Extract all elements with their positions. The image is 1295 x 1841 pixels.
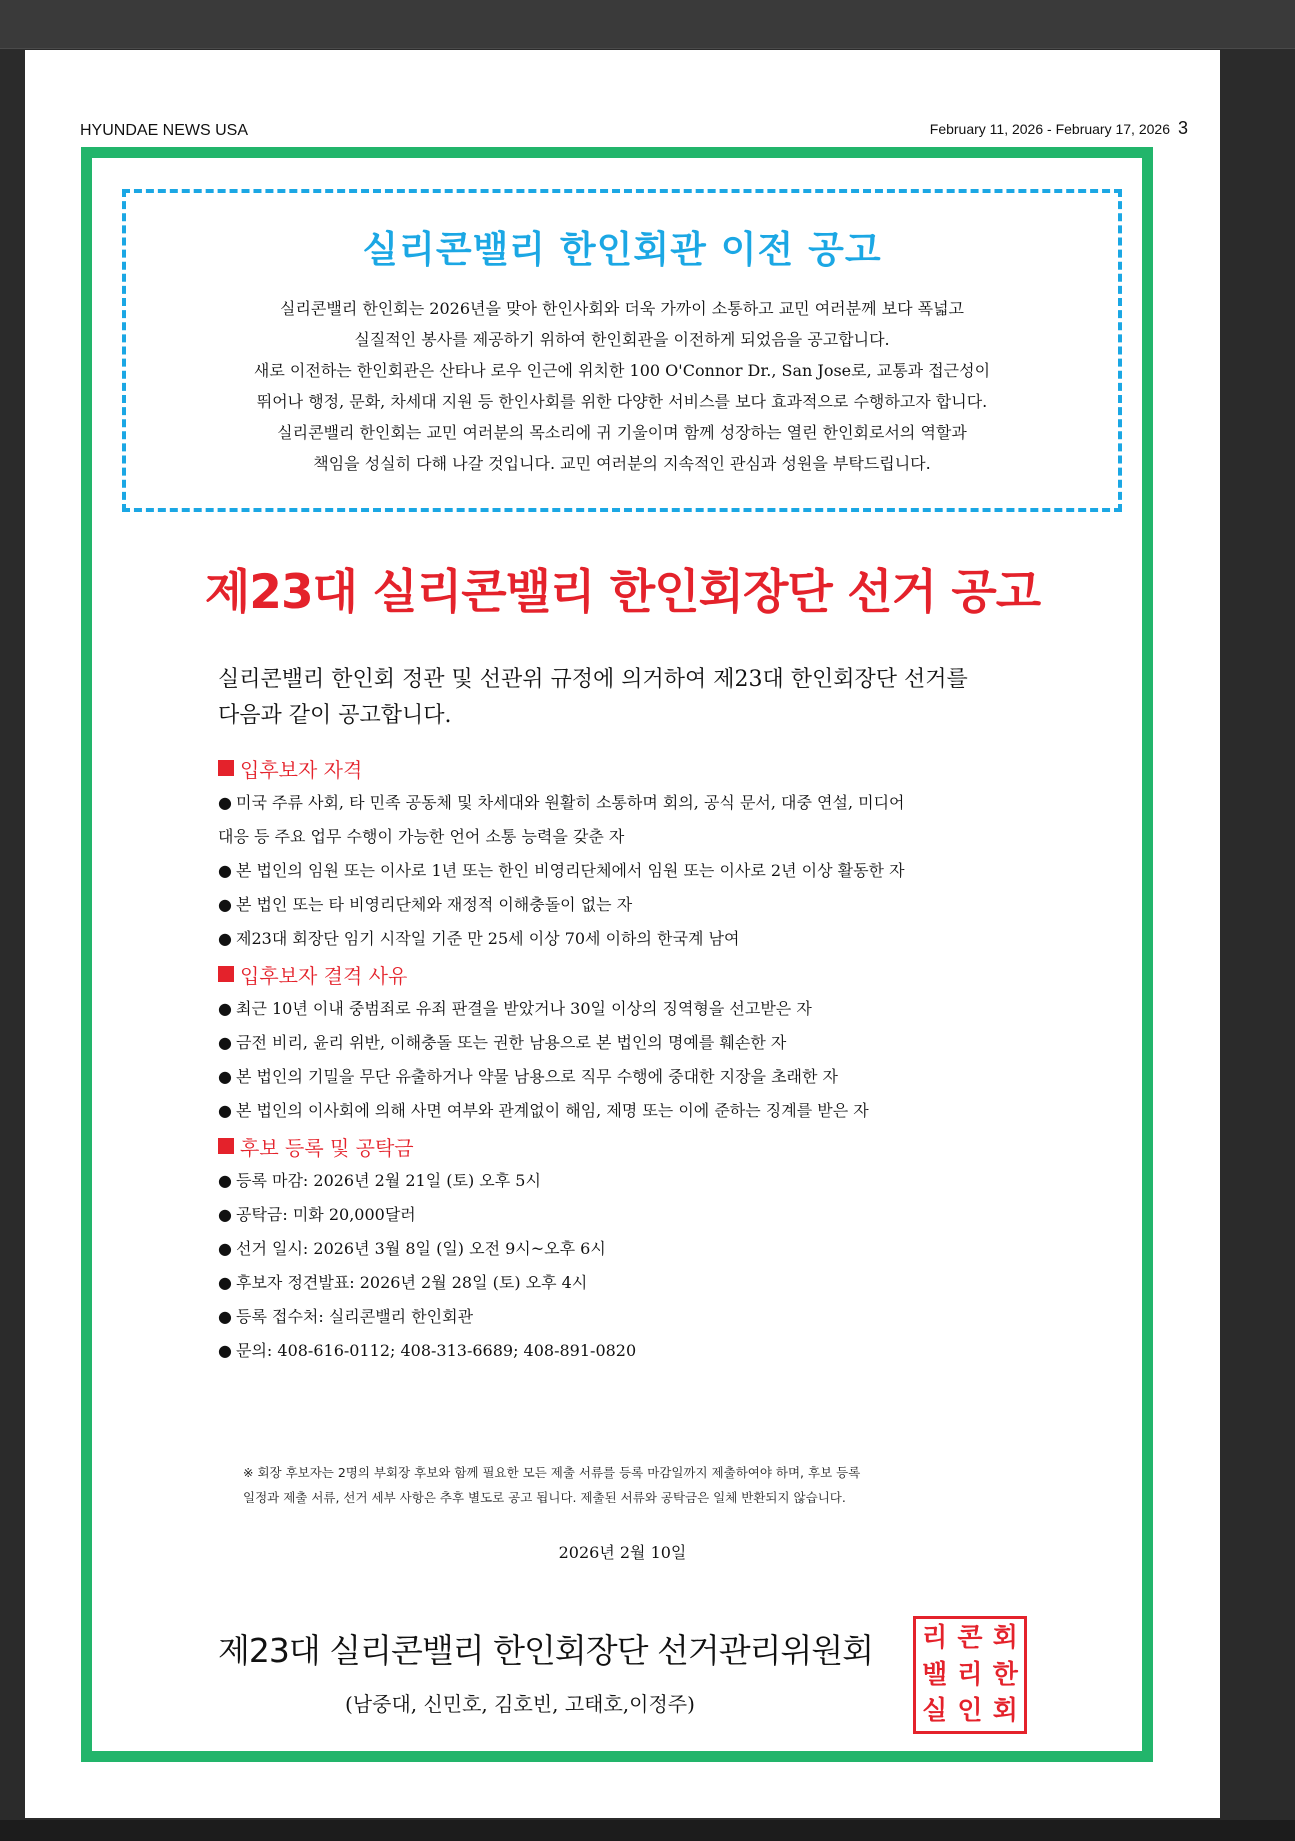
committee-members: (남중대, 신민호, 김호빈, 고태호,이정주) xyxy=(345,1692,695,1716)
bullet-icon: ● xyxy=(218,929,232,948)
footnote-line: 일정과 제출 서류, 선거 세부 사항은 추후 별도로 공고 됩니다. 제출된 서류와 공탁금은 일체 반환되지 않습니다. xyxy=(243,1490,846,1505)
list-item xyxy=(218,1334,1048,1368)
list-item-text: 등록 마감: 2026년 2월 21일 (토) 오후 5시 xyxy=(236,1171,541,1190)
bullet-icon: ● xyxy=(218,1273,232,1292)
section-heading xyxy=(218,750,1048,786)
list-item-text: 등록 접수처: 실리콘밸리 한인회관 xyxy=(236,1307,474,1326)
list-item xyxy=(218,1094,1048,1128)
intro-line: 다음과 같이 공고합니다. xyxy=(218,703,452,728)
list-item xyxy=(218,888,1048,922)
relocation-line: 뛰어나 행정, 문화, 차세대 지원 등 한인사회를 위한 다양한 서비스를 보다 효과적으로 수행하고자 합니다. xyxy=(256,392,988,411)
bullet-icon: ● xyxy=(218,1101,232,1120)
list-item-text: 본 법인의 임원 또는 이사로 1년 또는 한인 비영리단체에서 임원 또는 이사로 2년 이상 활동한 자 xyxy=(236,861,905,880)
list-item xyxy=(218,854,1048,888)
list-item-text: 공탁금: 미화 20,000달러 xyxy=(236,1205,416,1224)
seal-character: 리 xyxy=(957,1659,983,1690)
relocation-line: 실리콘밸리 한인회는 교민 여러분의 목소리에 귀 기울이며 함께 성장하는 열린 한인회로서의 역할과 xyxy=(277,423,967,442)
list-item xyxy=(218,1198,1048,1232)
seal-character: 회 xyxy=(992,1696,1018,1727)
red-square-icon xyxy=(218,966,234,982)
election-title: 제23대 실리콘밸리 한인회장단 선거 공고 xyxy=(204,565,1041,620)
bullet-icon: ● xyxy=(218,1341,232,1360)
seal-character: 인 xyxy=(957,1696,983,1727)
list-item-text: 문의: 408-616-0112; 408-313-6689; 408-891-0820 xyxy=(236,1341,637,1360)
bullet-icon: ● xyxy=(218,1033,232,1052)
list-item-text: 본 법인의 이사회에 의해 사면 여부와 관계없이 해임, 제명 또는 이에 준하는 징계를 받은 자 xyxy=(236,1101,869,1120)
relocation-body xyxy=(156,293,1088,479)
list-item-text: 금전 비리, 윤리 위반, 이해충돌 또는 권한 남용으로 본 법인의 명예를 훼손한 자 xyxy=(236,1033,787,1052)
list-item-text: 선거 일시: 2026년 3월 8일 (일) 오전 9시~오후 6시 xyxy=(236,1239,606,1258)
seal-character: 밸 xyxy=(922,1659,948,1690)
seal-character: 실 xyxy=(922,1696,948,1727)
intro-line: 실리콘밸리 한인회 정관 및 선관위 규정에 의거하여 제23대 한인회장단 선거를 xyxy=(218,667,968,692)
official-seal-stamp xyxy=(913,1616,1027,1734)
election-sections xyxy=(218,750,1048,1368)
election-intro xyxy=(218,662,1038,734)
relocation-line: 실질적인 봉사를 제공하기 위하여 한인회관을 이전하게 되었음을 공고합니다. xyxy=(354,330,890,349)
bullet-icon: ● xyxy=(218,793,232,812)
bullet-icon: ● xyxy=(218,1307,232,1326)
notice-date: 2026년 2월 10일 xyxy=(558,1543,687,1562)
viewer-toolbar xyxy=(0,0,1295,49)
relocation-title: 실리콘밸리 한인회관 이전 공고 xyxy=(362,228,882,271)
section-heading-text: 입후보자 자격 xyxy=(240,757,363,782)
list-item-text: 대응 등 주요 업무 수행이 가능한 언어 소통 능력을 갖춘 자 xyxy=(218,827,625,846)
list-item xyxy=(218,1060,1048,1094)
list-item xyxy=(218,1232,1048,1266)
footnote xyxy=(243,1460,1003,1510)
list-item xyxy=(218,786,1048,820)
viewer-statusbar xyxy=(0,1820,1295,1841)
section-heading xyxy=(218,956,1048,992)
issue-dates: February 11, 2026 - February 17, 2026 xyxy=(929,121,1170,137)
bullet-icon: ● xyxy=(218,1171,232,1190)
seal-character: 회 xyxy=(992,1623,1018,1653)
list-item-text: 후보자 정견발표: 2026년 2월 28일 (토) 오후 4시 xyxy=(236,1273,588,1292)
committee-name: 제23대 실리콘밸리 한인회장단 선거관리위원회 xyxy=(218,1631,874,1670)
list-item-text: 본 법인의 기밀을 무단 유출하거나 약물 남용으로 직무 수행에 중대한 지장을 초래한 자 xyxy=(236,1067,838,1086)
publication-name: HYUNDAE NEWS USA xyxy=(80,122,249,139)
relocation-line: 실리콘밸리 한인회는 2026년을 맞아 한인사회와 더욱 가까이 소통하고 교민 여러분께 보다 폭넓고 xyxy=(280,299,964,318)
relocation-line: 새로 이전하는 한인회관은 산타나 로우 인근에 위치한 100 O'Connor Dr., San Jose로, 교통과 접근성이 xyxy=(253,361,991,380)
list-item xyxy=(218,1026,1048,1060)
newspaper-page xyxy=(25,50,1220,1818)
page-number: 3 xyxy=(1177,118,1188,138)
list-item-text: 미국 주류 사회, 타 민족 공동체 및 차세대와 원활히 소통하며 회의, 공식 문서, 대중 연설, 미디어 xyxy=(236,793,905,812)
bullet-icon: ● xyxy=(218,999,232,1018)
section-heading-text: 입후보자 결격 사유 xyxy=(240,963,408,988)
bullet-icon: ● xyxy=(218,1205,232,1224)
bullet-icon: ● xyxy=(218,861,232,880)
list-item-text: 최근 10년 이내 중범죄로 유죄 판결을 받았거나 30일 이상의 징역형을 선고받은 자 xyxy=(236,999,812,1018)
seal-character: 한 xyxy=(992,1659,1018,1690)
list-item xyxy=(218,820,1048,854)
bullet-icon: ● xyxy=(218,1067,232,1086)
list-item xyxy=(218,922,1048,956)
relocation-line: 책임을 성실히 다해 나갈 것입니다. 교민 여러분의 지속적인 관심과 성원을 부탁드립니다. xyxy=(313,454,931,473)
list-item-text: 본 법인 또는 타 비영리단체와 재정적 이해충돌이 없는 자 xyxy=(236,895,633,914)
bullet-icon: ● xyxy=(218,895,232,914)
bullet-icon: ● xyxy=(218,1239,232,1258)
list-item xyxy=(218,1300,1048,1334)
red-square-icon xyxy=(218,760,234,776)
list-item xyxy=(218,992,1048,1026)
list-item xyxy=(218,1164,1048,1198)
section-heading-text: 후보 등록 및 공탁금 xyxy=(240,1135,414,1160)
relocation-notice xyxy=(122,189,1122,512)
red-square-icon xyxy=(218,1138,234,1154)
list-item xyxy=(218,1266,1048,1300)
issue-dates-header xyxy=(930,118,1188,139)
section-heading xyxy=(218,1128,1048,1164)
seal-character: 리 xyxy=(922,1623,948,1653)
list-item-text: 제23대 회장단 임기 시작일 기준 만 25세 이상 70세 이하의 한국계 남여 xyxy=(236,929,740,948)
footnote-line: ※ 회장 후보자는 2명의 부회장 후보와 함께 필요한 모든 제출 서류를 등록 마감일까지 제출하여야 하며, 후보 등록 xyxy=(243,1465,861,1480)
seal-character: 콘 xyxy=(957,1623,983,1653)
